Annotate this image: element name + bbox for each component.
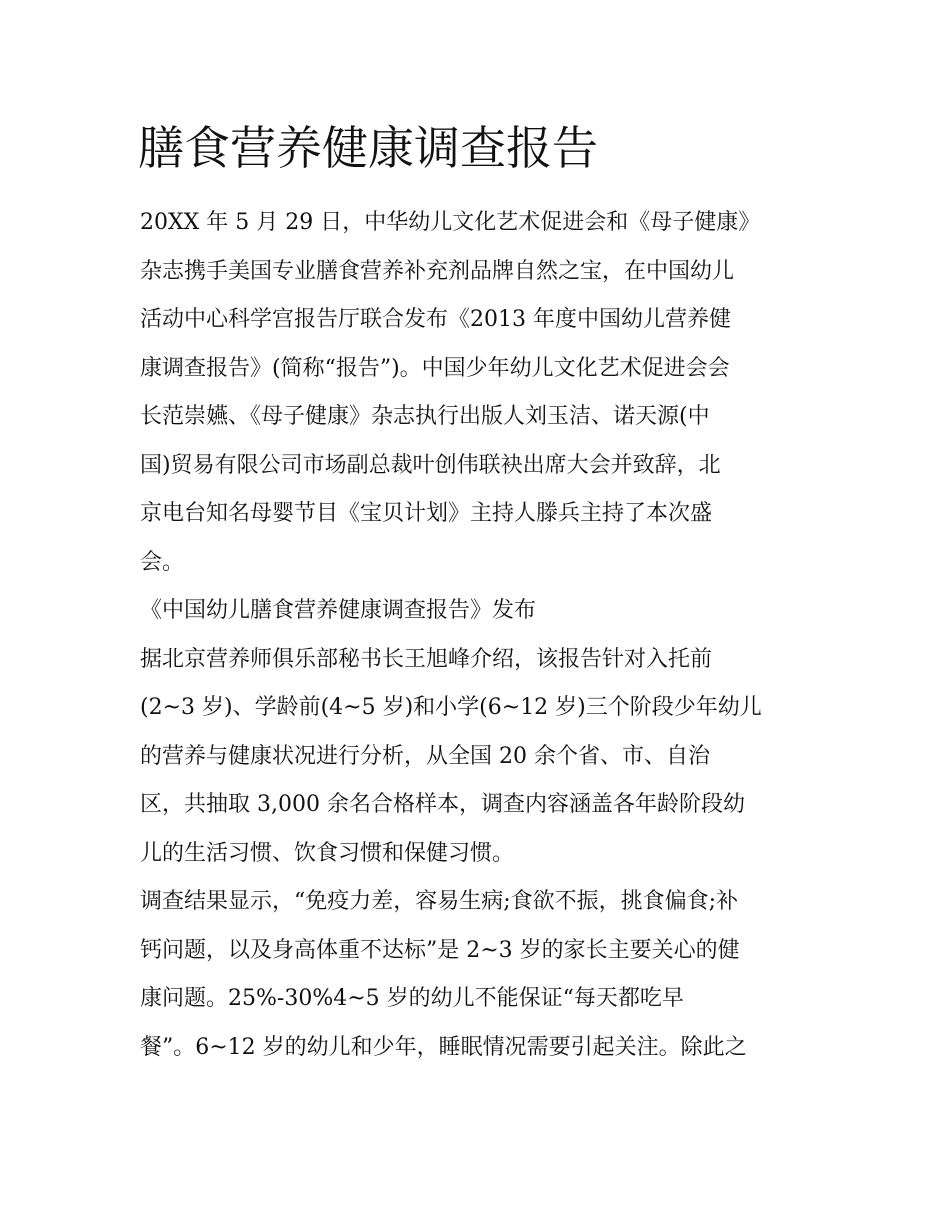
body-line: 会。 bbox=[140, 549, 185, 575]
body-line: 儿的生活习惯、饮食习惯和保健习惯。 bbox=[140, 840, 515, 866]
document-title: 膳食营养健康调查报告 bbox=[138, 121, 598, 175]
body-line: 的营养与健康状况进行分析，从全国 20 余个省、市、自治 bbox=[140, 743, 710, 769]
body-line: (2~3 岁)、学龄前(4~5 岁)和小学(6~12 岁)三个阶段少年幼儿 bbox=[140, 695, 762, 720]
body-line: 调查结果显示，“免疫力差，容易生病;食欲不振，挑食偏食;补 bbox=[140, 889, 739, 914]
body-line: 20XX 年 5 月 29 日，中华幼儿文化艺术促进会和《母子健康》 bbox=[140, 210, 761, 235]
document-body bbox=[140, 199, 820, 1072]
body-line: 据北京营养师俱乐部秘书长王旭峰介绍，该报告针对入托前 bbox=[140, 646, 713, 672]
body-line: 国)贸易有限公司市场副总裁叶创伟联袂出席大会并致辞，北 bbox=[140, 452, 721, 478]
body-line: 杂志携手美国专业膳食营养补充剂品牌自然之宝，在中国幼儿 bbox=[140, 258, 735, 284]
section-heading: 《中国幼儿膳食营养健康调查报告》发布 bbox=[140, 598, 537, 623]
body-line: 康调查报告》(简称“报告”)。中国少年幼儿文化艺术促进会会 bbox=[140, 355, 730, 381]
body-line: 餐”。6~12 岁的幼儿和少年，睡眠情况需要引起关注。除此之 bbox=[140, 1034, 747, 1060]
body-line: 康问题。25%-30%4~5 岁的幼儿不能保证“每天都吃早 bbox=[140, 986, 684, 1011]
body-line: 区，共抽取 3,000 余名合格样本，调查内容涵盖各年龄阶段幼 bbox=[140, 792, 745, 817]
body-line: 活动中心科学宫报告厅联合发布《2013 年度中国幼儿营养健 bbox=[140, 307, 731, 332]
body-line: 京电台知名母婴节目《宝贝计划》主持人滕兵主持了本次盛 bbox=[140, 501, 713, 526]
body-line: 钙问题，以及身高体重不达标”是 2~3 岁的家长主要关心的健 bbox=[140, 937, 740, 963]
body-line: 长范崇嬿、《母子健康》杂志执行出版人刘玉洁、诺天源(中 bbox=[140, 404, 710, 429]
